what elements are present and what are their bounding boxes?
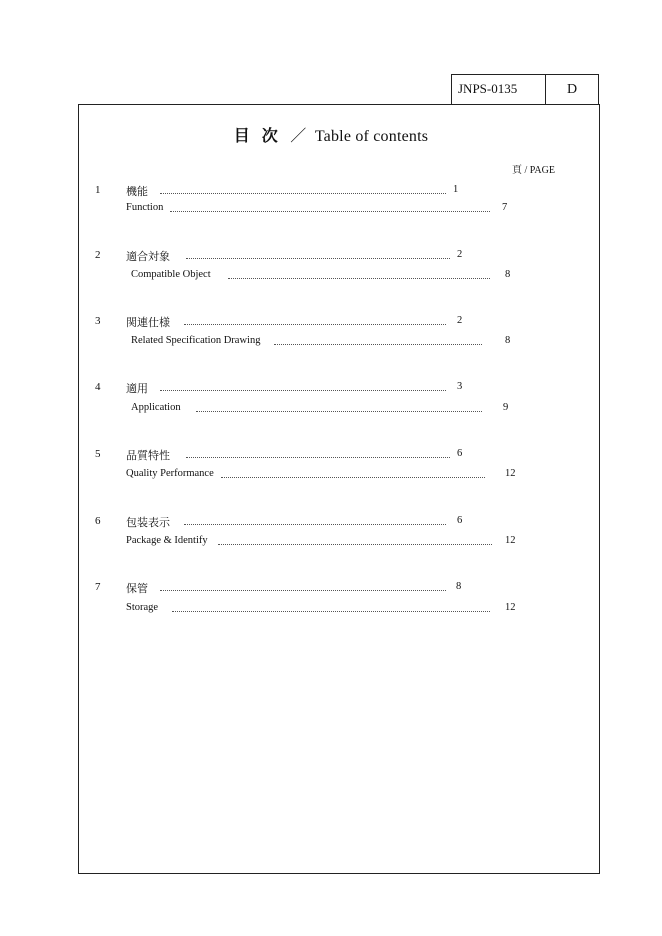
section-title-en: Storage	[126, 602, 159, 613]
title-separator: ／	[290, 128, 307, 145]
page-number-jp: 6	[457, 448, 463, 459]
section-number: 6	[95, 515, 101, 527]
section-title-jp: 適合対象	[126, 251, 170, 263]
page-number-jp: 1	[453, 184, 459, 195]
page-number-jp: 8	[456, 581, 462, 592]
section-title-jp: 保管	[126, 583, 148, 595]
section-title-en: Quality Performance	[126, 468, 214, 479]
section-title-jp: 関連仕様	[126, 317, 170, 329]
leader-dots	[228, 278, 490, 279]
leader-dots	[170, 211, 490, 212]
leader-dots	[218, 544, 492, 545]
section-number: 2	[95, 249, 101, 261]
section-title-en: Compatible Object	[131, 269, 211, 280]
section-number: 7	[95, 581, 101, 593]
section-title-en: Related Specification Drawing	[131, 335, 261, 346]
section-title-jp: 包装表示	[126, 517, 170, 529]
section-number: 5	[95, 448, 101, 460]
page-title	[0, 123, 662, 146]
leader-dots	[160, 193, 446, 194]
leader-dots	[186, 457, 450, 458]
page-number-jp: 2	[457, 315, 463, 326]
leader-dots	[184, 324, 446, 325]
page-number-en: 12	[505, 602, 516, 613]
section-number: 1	[95, 184, 101, 196]
leader-dots	[221, 477, 485, 478]
page-frame	[78, 104, 600, 874]
section-title-jp: 適用	[126, 383, 148, 395]
page-number-jp: 3	[457, 381, 463, 392]
section-title-jp: 品質特性	[126, 450, 170, 462]
leader-dots	[274, 344, 482, 345]
title-english: Table of contents	[314, 128, 429, 145]
document-id-box	[451, 74, 599, 104]
title-japanese: 目 次	[233, 128, 282, 145]
leader-dots	[196, 411, 482, 412]
page-number-en: 8	[505, 335, 511, 346]
section-title-jp: 機能	[126, 186, 148, 198]
document-number: JNPS-0135	[452, 75, 546, 104]
revision-letter: D	[566, 82, 578, 97]
leader-dots	[186, 258, 450, 259]
section-number: 4	[95, 381, 101, 393]
section-title-en: Package & Identify	[126, 535, 208, 546]
page-number-jp: 2	[457, 249, 463, 260]
page-number-en: 8	[505, 269, 511, 280]
leader-dots	[172, 611, 490, 612]
leader-dots	[160, 590, 446, 591]
leader-dots	[184, 524, 446, 525]
section-title-en: Application	[131, 402, 181, 413]
leader-dots	[160, 390, 446, 391]
page-number-en: 7	[502, 202, 508, 213]
page-number-jp: 6	[457, 515, 463, 526]
section-number: 3	[95, 315, 101, 327]
page-number-en: 9	[503, 402, 509, 413]
page-number-en: 12	[505, 468, 516, 479]
section-title-en: Function	[126, 202, 164, 213]
page-column-header: 頁 / PAGE	[512, 165, 555, 176]
page-number-en: 12	[505, 535, 516, 546]
